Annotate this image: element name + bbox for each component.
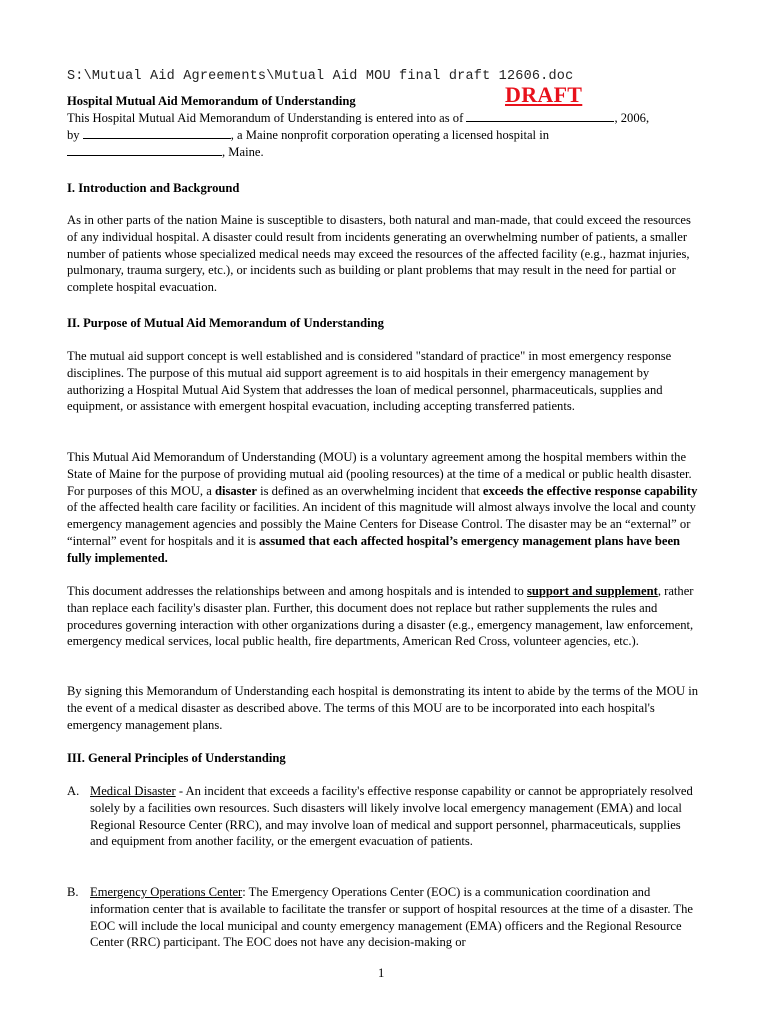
section-2-paragraph-3 [67,583,699,650]
title-line [67,82,707,110]
exceeds-capability-term: exceeds the effective response capability [482,483,698,498]
intro-text-b: , 2006, [614,111,650,125]
section-2-text-4: By signing this Memorandum of Understanding each hospital is demonstrating its intent to abide by the terms of the MOU in the event of a medical disaster as described above. The terms of this MOU are to be incorporated into each hospital's emergency management plans. [67,684,698,732]
s2p2-text-e: of the affected health care facility or facilities. An incident of this magnitude will almost always involve the local and county emergency management agencies and possibly the Maine Centers for Disease Control. The disaster may be an “external” or “internal” event for hospitals and it is [67,500,696,548]
section-1-paragraph [67,212,699,296]
disaster-term: disaster [214,483,257,498]
section-2-paragraph-2 [67,449,699,567]
medical-disaster-term: Medical Disaster [90,784,176,798]
city-blank [67,144,222,156]
eoc-term: Emergency Operations Center [90,885,243,899]
s2p3-text-c: , rather than replace each facility's disaster plan. Further, this document does not replace but rather supplements the rules and procedures governing interaction with other organizations during a disaster (e.g., emergency management, law enforcement, emergency medical services, local public health, fire departments, American Red Cross, volunteer agencies, etc.). [67,584,694,649]
eoc-definition: : The Emergency Operations Center (EOC) is a communication coordination and information center that is available to facilitate the transfer or support of hospital resources at the time of a disaster. The EOC will include the local municipal and county emergency management (EMA) officers and the Regional Resource Center (RRC) participant. The EOC does not have any decision-making or [90,885,694,950]
assumption-statement: assumed that each affected hospital’s emergency management plans have been fully implemented. [67,533,681,565]
intro-text-d: , a Maine nonprofit corporation operating a licensed hospital in [230,127,550,142]
list-marker-a: A. [67,784,80,798]
section-2-paragraph-4 [67,683,699,733]
draft-stamp: DRAFT [505,82,583,107]
section-2-text-1: The mutual aid support concept is well established and is considered "standard of practice" in most emergency response disciplines. The purpose of this mutual aid support agreement is to aid hospitals in their emergency management by authorizing a Hospital Mutual Aid System that addresses the loan of medical personnel, pharmaceuticals, supplies and equipment, or assistance with emergent hospital evacuation, including accepting transferred patients. [67,349,672,414]
section-1-heading: I. Introduction and Background [67,181,240,195]
document-title: Hospital Mutual Aid Memorandum of Understanding [67,94,356,108]
file-path-header: S:\Mutual Aid Agreements\Mutual Aid MOU final draft 12606.doc [67,69,574,84]
s2p2-text-c: is defined as an overwhelming incident that [256,483,483,498]
support-supplement-term: support and supplement [526,584,658,598]
medical-disaster-definition: - An incident that exceeds a facility's effective response capability or cannot be appropriately resolved solely by a facilities own resources. Such disasters will likely involve local emergency management (EMA) and local Regional Resource Center (RRC), and may involve loan of medical and support personnel, pharmaceuticals, supplies and equipment from another facility, or the emergent evacuation of patients. [90,784,693,849]
s2p3-text-a: This document addresses the relationships between and among hospitals and is intended to [67,584,527,598]
s2p2-text-a: This Mutual Aid Memorandum of Understanding (MOU) is a voluntary agreement among the hospital members within the State of Maine for the purpose of providing mutual aid (pooling resources) at the time of a medical or public health disaster. For purposes of this MOU, a [67,450,692,498]
list-item-b [67,884,699,951]
date-blank [466,110,614,122]
corporation-blank [83,127,231,139]
section-3-heading: III. General Principles of Understanding [67,751,286,765]
intro-text-e: , Maine. [222,144,264,159]
page-number: 1 [378,966,385,980]
intro-paragraph [67,110,699,160]
section-2-heading: II. Purpose of Mutual Aid Memorandum of Understanding [67,316,384,330]
list-marker-b: B. [67,885,79,899]
intro-text-c: by [67,127,83,142]
list-item-a [67,783,699,850]
intro-text-a: This Hospital Mutual Aid Memorandum of Understanding is entered into as of [67,111,467,125]
section-2-paragraph-1 [67,348,699,415]
section-1-text: As in other parts of the nation Maine is susceptible to disasters, both natural and man-made, that could exceed the resources of any individual hospital. A disaster could result from incidents generating an overwhelming number of patients, a smaller number of patients whose specialized medical needs may exceed the resources of the affected facility (e.g., hazmat injuries, pulmonary, trauma surgery, etc.), or incidents such as building or plant problems that may result in the need for partial or complete hospital evacuation. [67,213,691,295]
